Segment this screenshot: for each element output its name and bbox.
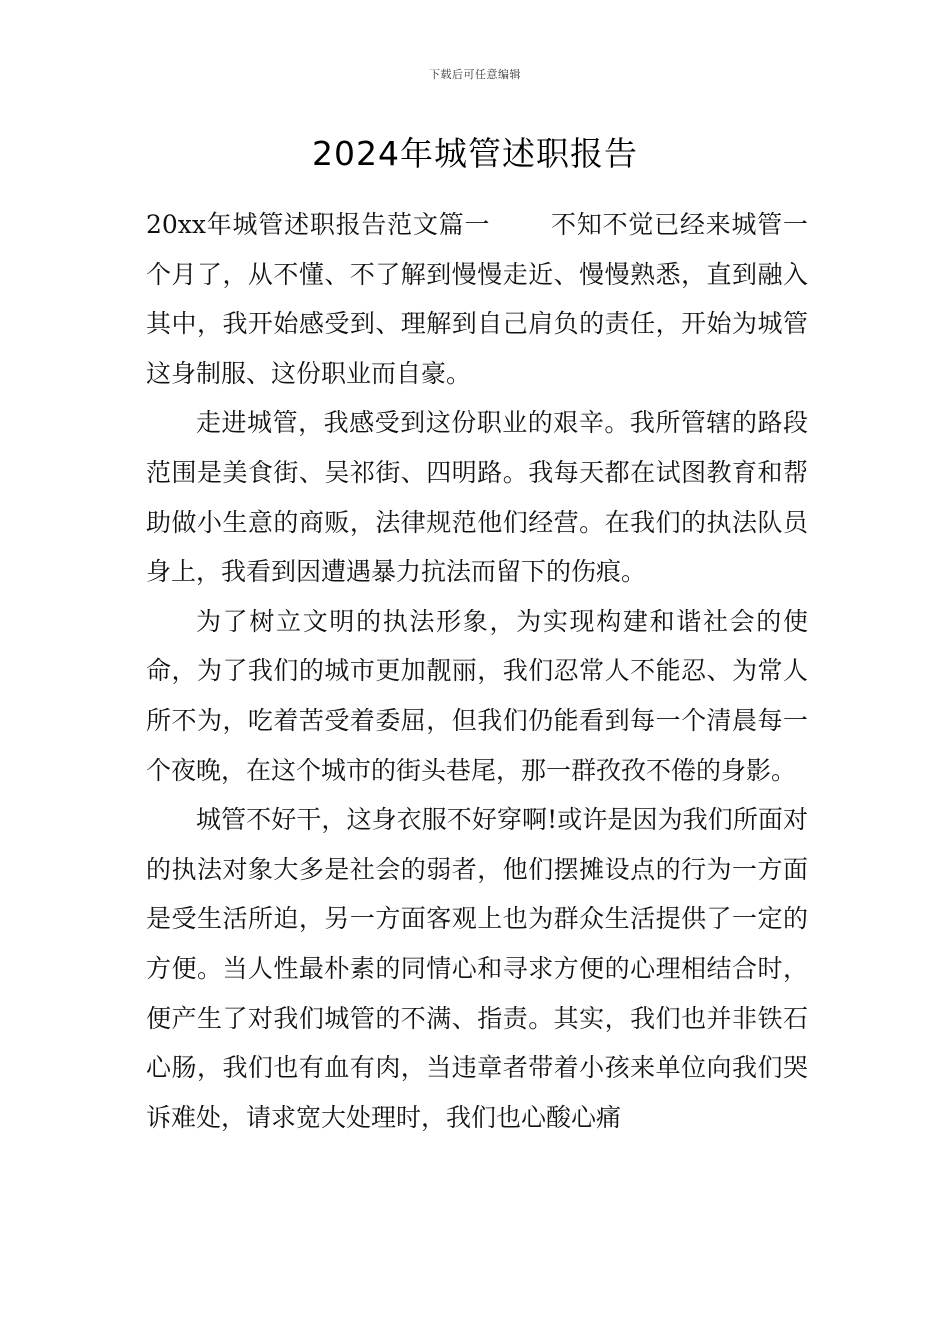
intro-text: 不知不觉已经来城管一个月了，从不懂、不了解到慢慢走近、慢慢熟悉，直到融入其中，我开始感受到、理解到自己肩负的责任，开始为城管这身制服、这份职业而自豪。 — [146, 210, 808, 388]
header-note: 下载后可任意编辑 — [429, 68, 521, 81]
document-title: 2024年城管述职报告 — [312, 134, 638, 173]
body-paragraph: 城管不好干，这身衣服不好穿啊!或许是因为我们所面对的执法对象大多是社会的弱者，他们摆摊设点的行为一方面是受生活所迫，另一方面客观上也为群众生活提供了一定的方便。当人性最朴素的同情心和寻求方便的心理相结合时，便产生了对我们城管的不满、指责。其实，我们也并非铁石心肠，我们也有血有肉，当违章者带着小孩来单位向我们哭诉难处，请求宽大处理时，我们也心酸心痛 — [146, 805, 808, 1132]
document-body — [146, 200, 808, 1142]
body-paragraph: 走进城管，我感受到这份职业的艰辛。我所管辖的路段范围是美食街、吴祁街、四明路。我每天都在试图教育和帮助做小生意的商贩，法律规范他们经营。在我们的执法队员身上，我看到因遭遇暴力抗法而留下的伤痕。 — [146, 408, 808, 587]
body-paragraph: 为了树立文明的执法形象，为实现构建和谐社会的使命，为了我们的城市更加靓丽，我们忍常人不能忍、为常人所不为，吃着苦受着委屈，但我们仍能看到每一个清晨每一个夜晚，在这个城市的街头巷尾，那一群孜孜不倦的身影。 — [146, 606, 808, 785]
intro-subheading: 20xx年城管述职报告范文篇一 — [146, 210, 491, 239]
intro-paragraph — [146, 200, 808, 398]
